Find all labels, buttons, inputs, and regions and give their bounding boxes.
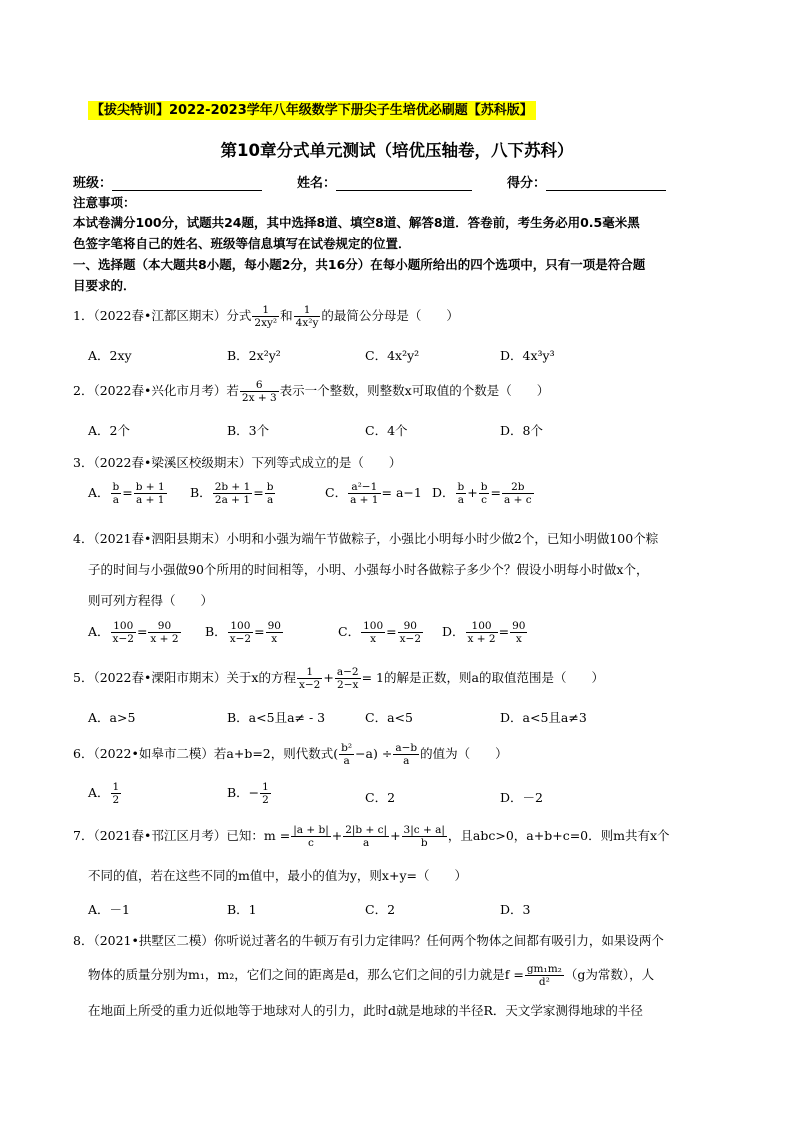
section1-line-1: 一、选择题（本大题共8小题，每小题2分，共16分）在每小题所给出的四个选项中，只有一项是符合题 xyxy=(73,257,646,272)
name-blank[interactable] xyxy=(336,176,472,191)
question-5-stem: 5．（2022春•溧阳市期末）关于x的方程 $\frac{1}{x-2}$ + $\frac{a-2}{2-x}$ = 1的解是正数，则a的取值范围是（ ） xyxy=(73,666,604,691)
question-2-stem: 2．（2022春•兴化市月考）若 $\frac{6}{2x + 3}$ 表示一个整数，则整数x可取值的个数是（ ） xyxy=(73,379,550,404)
notes-line-1: 本试卷满分100分，试题共24题，其中选择8道、填空8道、解答8道．答卷前，考生务必用0.5毫米黑 xyxy=(73,215,640,230)
score-field xyxy=(507,172,666,191)
q1-option-b[interactable]: B．2x²y² xyxy=(227,348,281,363)
q7-option-d[interactable]: D．3 xyxy=(500,902,531,917)
notes-heading: 注意事项： xyxy=(73,195,136,210)
class-field xyxy=(73,172,262,191)
question-3-stem: 3．（2022春•梁溪区校级期末）下列等式成立的是（ ） xyxy=(73,455,402,470)
score-label: 得分： xyxy=(507,176,547,191)
question-7-line-2: 不同的值，若在这些不同的m值中，最小的值为y，则x+y=（ ） xyxy=(88,868,467,883)
q4-option-b[interactable]: B． $\frac{100}{x-2}$ = $\frac{90}{x}$ xyxy=(205,620,281,645)
q5-option-c[interactable]: C．a<5 xyxy=(365,710,413,725)
question-8-line-3: 在地面上所受的重力近似地等于地球对人的引力，此时d就是地球的半径R．天文学家测得地球的半径 xyxy=(88,1003,643,1018)
question-4-line-1: 4．（2021春•泗阳县期末）小明和小强为端午节做粽子，小强比小明每小时少做2个，已知小明做100个粽 xyxy=(73,531,659,546)
q4-option-c[interactable]: C． $\frac{100}{x}$ = $\frac{90}{x-2}$ xyxy=(338,620,422,645)
notes-line-2: 色签字笔将自己的姓名、班级等信息填写在试卷规定的位置． xyxy=(73,236,411,251)
q2-option-d[interactable]: D．8个 xyxy=(500,423,543,438)
question-8-line-1: 8．（2021•拱墅区二模）你听说过著名的牛顿万有引力定律吗？任何两个物体之间都有吸引力，如果设两个 xyxy=(73,933,664,948)
score-blank[interactable] xyxy=(546,176,666,191)
name-field xyxy=(297,172,472,191)
header-banner: 【拔尖特训】2022-2023学年八年级数学下册尖子生培优必刷题【苏科版】 xyxy=(88,101,536,120)
q6-option-b[interactable]: B．− $\frac{1}{2}$ xyxy=(227,781,269,806)
q2-option-c[interactable]: C．4个 xyxy=(365,423,408,438)
q3-option-d[interactable]: D． $\frac{b}{a}$ + $\frac{b}{c}$ = $\frac{2b}{a + c}$ xyxy=(432,481,532,506)
q6-option-d[interactable]: D．－2 xyxy=(500,790,543,805)
q1-fraction-1: $\frac{1}{\text{2xy²}}$ xyxy=(254,304,278,329)
q7-option-a[interactable]: A．－1 xyxy=(88,902,130,917)
q3-option-c[interactable]: C． $\frac{\text{a²−1}}{a + 1}$ = a−1 xyxy=(325,481,422,506)
q5-option-b[interactable]: B．a<5且a≠ - 3 xyxy=(227,710,326,725)
class-blank[interactable] xyxy=(112,176,262,191)
q6-option-a[interactable]: A． $\frac{1}{2}$ xyxy=(88,781,120,806)
section1-line-2: 目要求的． xyxy=(73,278,136,293)
q7-option-c[interactable]: C．2 xyxy=(365,902,396,917)
question-7-stem: 7．（2021春•邗江区月考）已知：m = $\frac{|a + b|}{c}$ + $\frac{2|b + c|}{a}$ + $\frac{3|c + a|}{b}$ ，且abc>0，a+b+c=0．则m共有x个 xyxy=(73,824,670,849)
q4-option-a[interactable]: A． $\frac{100}{x-2}$ = $\frac{90}{x + 2}$ xyxy=(88,620,179,645)
q1-fraction-2: $\frac{1}{\text{4x²y}}$ xyxy=(295,304,319,329)
q6-option-c[interactable]: C．2 xyxy=(365,790,396,805)
q3-option-b[interactable]: B． $\frac{2b + 1}{2a + 1}$ = $\frac{b}{a}$ xyxy=(190,481,274,506)
page-title: 第10章分式单元测试（培优压轴卷，八下苏科） xyxy=(220,141,574,160)
question-1-stem: 1．（2022春•江都区期末）分式 $\frac{1}{\text{2xy²}}$ 和 $\frac{1}{\text{4x²y}}$ 的最简公分母是（ ） xyxy=(73,304,459,329)
q5-option-d[interactable]: D．a<5且a≠3 xyxy=(500,710,587,725)
q7-option-b[interactable]: B．1 xyxy=(227,902,257,917)
q1-option-c[interactable]: C．4x²y² xyxy=(365,348,420,363)
q1-option-d[interactable]: D．4x³y³ xyxy=(500,348,555,363)
q5-option-a[interactable]: A．a>5 xyxy=(88,710,136,725)
q4-option-d[interactable]: D． $\frac{100}{x + 2}$ = $\frac{90}{x}$ xyxy=(442,620,526,645)
name-label: 姓名： xyxy=(297,176,337,191)
q1-option-a[interactable]: A．2xy xyxy=(88,348,132,363)
q3-option-a[interactable]: A． $\frac{b}{a}$ = $\frac{b + 1}{a + 1}$ xyxy=(88,481,165,506)
q2-option-a[interactable]: A．2个 xyxy=(88,423,130,438)
question-8-line-2: 物体的质量分别为m₁，m₂，它们之间的距离是d，那么它们之间的引力就是f = $\frac{\text{gm₁m₂}}{\text{d²}}$ （g为常数），人 xyxy=(88,963,655,988)
question-4-line-2: 子的时间与小强做90个所用的时间相等，小明、小强每小时各做粽子多少个？假设小明每小时做x个， xyxy=(88,562,649,577)
question-4-line-3: 则可列方程得（ ） xyxy=(88,593,214,608)
q2-option-b[interactable]: B．3个 xyxy=(227,423,270,438)
question-6-stem: 6．（2022•如皋市二模）若a+b=2，则代数式( $\frac{\text{b²}}{a}$ −a) ÷ $\frac{a-b}{a}$ 的值为（ ） xyxy=(73,742,508,767)
class-label: 班级： xyxy=(73,176,113,191)
q2-fraction: $\frac{6}{2x + 3}$ xyxy=(241,379,277,404)
